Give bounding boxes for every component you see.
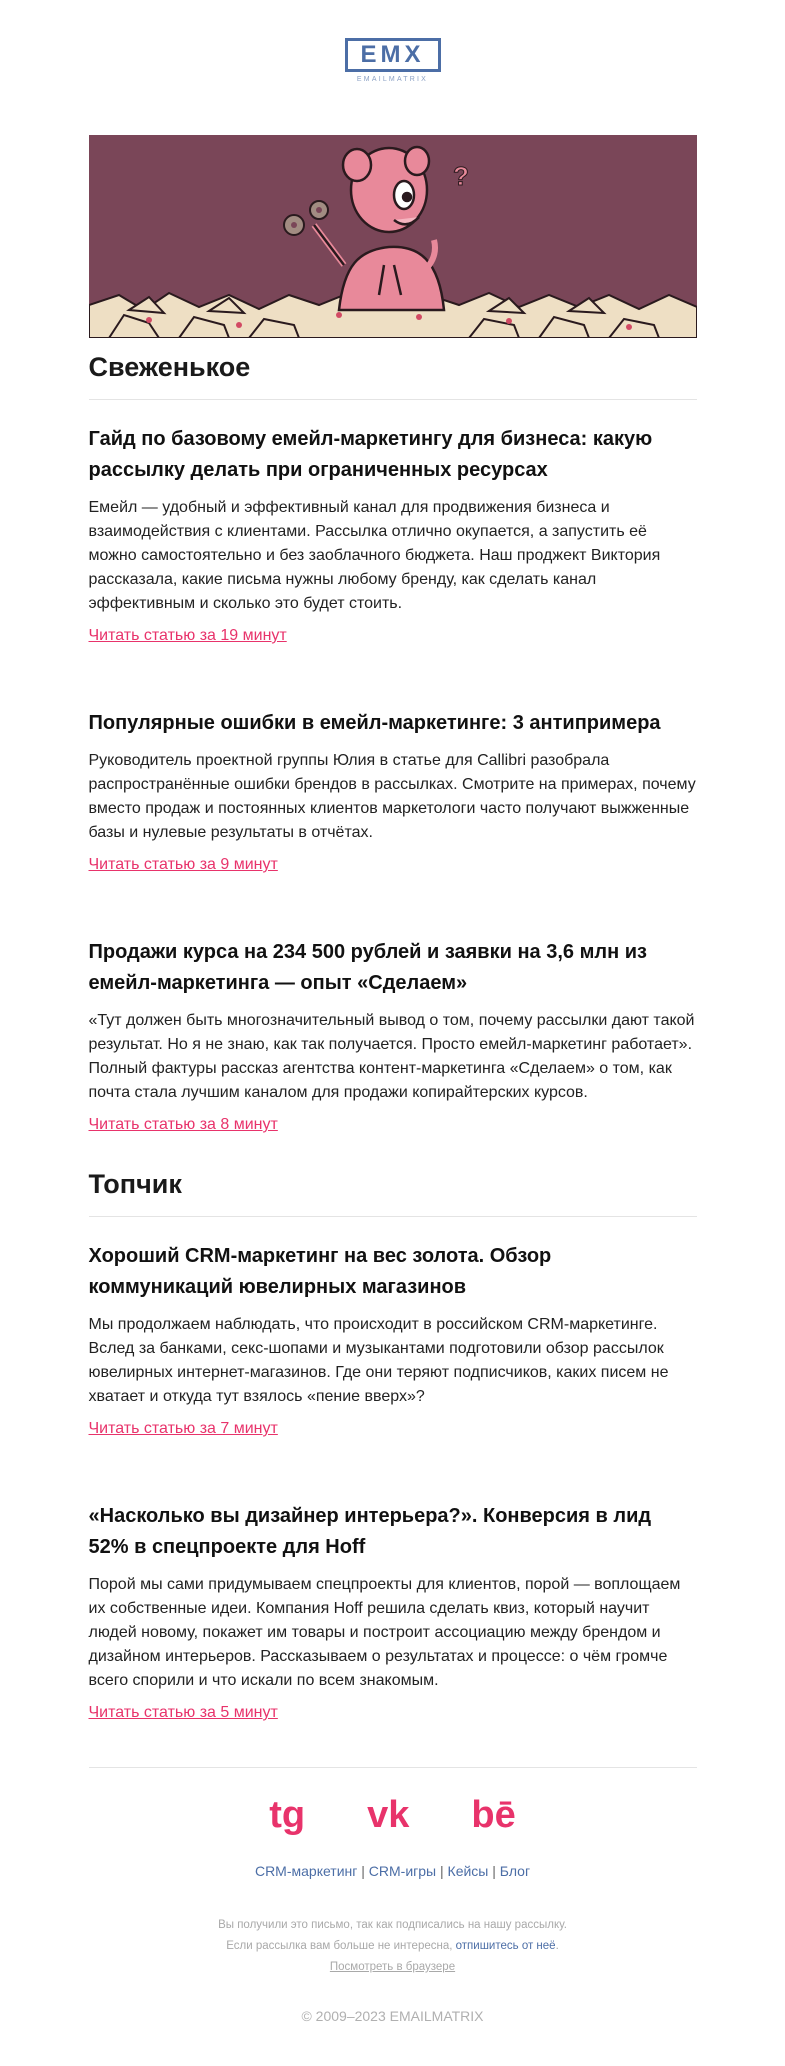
section-title-top: Топчик: [89, 1169, 697, 1217]
article-card: [89, 913, 697, 1137]
vk-link[interactable]: vk: [367, 1794, 410, 1836]
legal-notice: [89, 1915, 697, 1978]
unsubscribe-prefix: Если рассылка вам больше не интересна,: [226, 1940, 453, 1952]
read-article-link[interactable]: Читать статью за 5 минут: [88, 1704, 278, 1721]
article-text: Руководитель проектной группы Юлия в статье для Callibri разобрала распространённые ошибки брендов в рассылках. Смотрите на примерах, почему вместо продаж и постоянных клиентов маркетологи часто получают выжженные базы и нулевые результаты в отчётах.: [88, 752, 696, 841]
svg-text:?: ?: [452, 161, 469, 191]
article-text: Порой мы сами придумываем спецпроекты для клиентов, порой — воплощаем их собственные идеи. Компания Hoff решила сделать квиз, который научит людей новому, покажет им товары и построит ассоциацию между брендом и дизайном интерьеров. Рассказываем о результатах и процессе: о чём громче всего спорили и что искали по всем знакомым.: [88, 1576, 681, 1689]
article-text: «Тут должен быть многозначительный вывод о том, почему рассылки дают такой результат. Но я не знаю, как так получается. Просто емейл-маркетинг работает». Полный фактуры рассказ агентства контент-маркетинга «Сделаем» о том, как почта стала лучшим каналом для продажи копирайтерских курсов.: [88, 1012, 695, 1101]
email-container: [89, 0, 697, 2054]
article-card: [89, 1477, 697, 1725]
logo-mark: EMX: [345, 38, 441, 72]
footer-link-crm-marketing[interactable]: CRM-маркетинг: [254, 1863, 358, 1879]
article-card: [89, 400, 697, 648]
view-in-browser-link[interactable]: Посмотреть в браузере: [329, 1961, 456, 1973]
footer-link-crm-games[interactable]: CRM-игры: [368, 1863, 437, 1879]
hero-image: [89, 135, 697, 338]
telegram-link[interactable]: tg: [269, 1794, 306, 1836]
article-text: Мы продолжаем наблюдать, что происходит в российском CRM-маркетинге. Вслед за банками, секс-шопами и музыкантами подготовили обзор рассылок ювелирных интернет-магазинов. Где они теряют подписчиков, каких писем не хватает и откуда тут взялось «пение вверх»?: [88, 1316, 669, 1405]
footer-separator: |: [440, 1863, 444, 1879]
unsubscribe-link[interactable]: отпишитесь от неё: [455, 1940, 556, 1952]
article-title[interactable]: «Насколько вы дизайнер интерьера?». Конверсия в лид 52% в спецпроекте для Hoff: [88, 1505, 652, 1558]
article-title[interactable]: Хороший CRM-маркетинг на вес золота. Обзор коммуникаций ювелирных магазинов: [88, 1245, 552, 1298]
footer-separator: |: [361, 1863, 365, 1879]
article-title[interactable]: Продажи курса на 234 500 рублей и заявки на 3,6 млн из емейл-маркетинга — опыт «Сделаем»: [88, 941, 647, 994]
copyright: © 2009–2023 EMAILMATRIX: [301, 2008, 484, 2024]
hero-illustration: [89, 135, 697, 338]
footer-link-cases[interactable]: Кейсы: [447, 1863, 489, 1879]
unsubscribe-line: [89, 1936, 697, 1957]
footer-link-blog[interactable]: Блог: [499, 1863, 531, 1879]
article-card: [89, 684, 697, 877]
article-text: Емейл — удобный и эффективный канал для продвижения бизнеса и взаимодействия с клиентами. Рассылка отлично окупается, а запустить её можно самостоятельно и без заоблачного бюджета. Наш проджект Виктория рассказала, какие письма нужны любому бренду, как сделать канал эффективным и сколько это будет стоить.: [88, 499, 661, 612]
behance-link[interactable]: bē: [471, 1794, 516, 1836]
footer-separator: |: [492, 1863, 496, 1879]
logo-subtitle: EMAILMATRIX: [356, 76, 429, 83]
section-title-fresh: Свеженькое: [89, 352, 697, 400]
header: [89, 0, 697, 135]
unsubscribe-suffix: .: [555, 1940, 559, 1952]
read-article-link[interactable]: Читать статью за 9 минут: [88, 856, 278, 873]
read-article-link[interactable]: Читать статью за 7 минут: [88, 1420, 278, 1437]
read-article-link[interactable]: Читать статью за 8 минут: [88, 1116, 278, 1133]
logo[interactable]: [345, 38, 441, 83]
footer-nav: [89, 1863, 697, 1879]
subscription-notice: Вы получили это письмо, так как подписались на нашу рассылку.: [218, 1919, 567, 1931]
footer-divider: [89, 1767, 697, 1768]
article-title[interactable]: Гайд по базовому емейл-маркетингу для бизнеса: какую рассылку делать при ограниченных ресурсах: [88, 428, 653, 481]
article-card: [89, 1217, 697, 1441]
article-title[interactable]: Популярные ошибки в емейл-маркетинге: 3 антипримера: [88, 712, 661, 734]
read-article-link[interactable]: Читать статью за 19 минут: [88, 627, 287, 644]
social-links: [89, 1794, 697, 1837]
